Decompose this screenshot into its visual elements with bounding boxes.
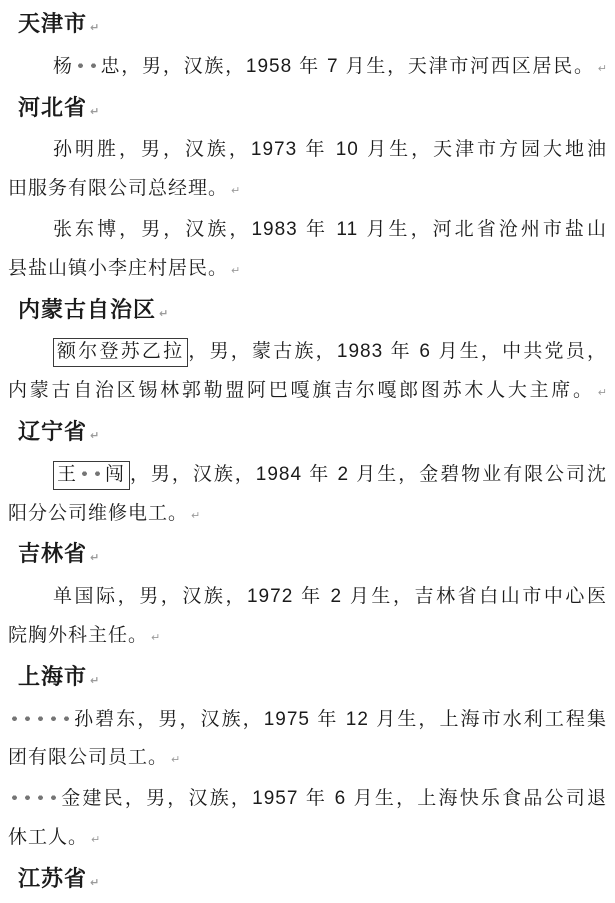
paragraph-text: 阳分公司维修电工。: [8, 502, 189, 524]
paragraph-mark-icon: ↵: [231, 263, 241, 277]
space-marks: [74, 56, 100, 77]
space-mark-icon: [60, 711, 73, 725]
paragraph-mark-icon: ↵: [171, 753, 181, 767]
space-mark-icon: [34, 711, 47, 725]
province-heading[interactable]: [18, 535, 607, 578]
space-mark-icon: [87, 58, 100, 72]
heading-text: 吉林省: [18, 541, 88, 567]
paragraph-line[interactable]: [8, 250, 607, 291]
paragraph-text: 王: [57, 463, 78, 485]
paragraph-line[interactable]: [8, 131, 607, 170]
paragraph-text: 杨: [53, 55, 74, 77]
paragraph-text: 单国际，男，汉族，1972 年 2 月生，吉林省白山市中心医: [53, 586, 607, 608]
heading-text: 河北省: [18, 94, 88, 120]
paragraph-text: 张东博，男，汉族，1983 年 11 月生，河北省沧州市盐山: [53, 218, 607, 240]
paragraph-text: 院胸外科主任。: [8, 624, 149, 646]
space-mark-icon: [8, 790, 21, 804]
paragraph-text: 内蒙古自治区锡林郭勒盟阿巴嘎旗吉尔嘎郎图苏木人大主席。: [8, 380, 595, 402]
boxed-name: [53, 461, 130, 490]
province-heading[interactable]: [18, 291, 607, 334]
paragraph-mark-icon: ↵: [159, 306, 169, 320]
paragraph-text: 额尔登苏乙拉: [57, 341, 185, 363]
paragraph-text: 田服务有限公司总经理。: [8, 178, 229, 200]
paragraph-text: 休工人。: [8, 826, 89, 848]
space-marks: [8, 788, 60, 809]
space-marks: [8, 709, 73, 730]
province-heading[interactable]: [18, 89, 607, 132]
paragraph-text: 闯: [103, 463, 126, 485]
paragraph-mark-icon: ↵: [597, 386, 607, 400]
province-heading[interactable]: [18, 5, 607, 48]
paragraph-text: 忠，男，汉族，1958 年 7 月生，天津市河西区居民。: [99, 55, 595, 77]
paragraph-line[interactable]: [8, 701, 607, 740]
space-mark-icon: [34, 790, 47, 804]
space-mark-icon: [74, 58, 87, 72]
paragraph-mark-icon: ↵: [90, 428, 100, 442]
space-mark-icon: [47, 711, 60, 725]
paragraph-mark-icon: ↵: [91, 832, 101, 846]
heading-text: 上海市: [18, 663, 88, 689]
space-mark-icon: [21, 711, 34, 725]
heading-text: 江苏省: [18, 865, 88, 891]
paragraph-line[interactable]: [8, 578, 607, 617]
paragraph-line[interactable]: [8, 333, 607, 372]
space-mark-icon: [8, 711, 21, 725]
paragraph-line[interactable]: [8, 495, 607, 536]
paragraph-text: ，男，蒙古族，1983 年 6 月生，中共党员，: [188, 341, 608, 363]
paragraph-text: 县盐山镇小李庄村居民。: [8, 257, 229, 279]
space-mark-icon: [21, 790, 34, 804]
paragraph-mark-icon: ↵: [597, 61, 607, 75]
province-heading[interactable]: [18, 413, 607, 456]
paragraph-mark-icon: ↵: [90, 875, 100, 889]
boxed-name: [53, 338, 188, 367]
heading-text: 内蒙古自治区: [18, 296, 157, 322]
paragraph-mark-icon: ↵: [151, 630, 161, 644]
paragraph-mark-icon: ↵: [90, 21, 100, 34]
space-mark-icon: [91, 466, 104, 480]
paragraph-mark-icon: ↵: [231, 184, 241, 198]
province-heading[interactable]: [18, 658, 607, 701]
paragraph-line[interactable]: [8, 739, 607, 780]
paragraph-line[interactable]: [8, 372, 607, 413]
paragraph-line[interactable]: [8, 170, 607, 211]
paragraph-line[interactable]: [8, 780, 607, 819]
paragraph-line[interactable]: [8, 617, 607, 658]
space-mark-icon: [47, 790, 60, 804]
space-mark-icon: [78, 466, 91, 480]
space-marks: [78, 464, 104, 485]
paragraph-line[interactable]: [8, 48, 607, 89]
paragraph-mark-icon: ↵: [90, 673, 100, 687]
paragraph-text: 孙碧东，男，汉族，1975 年 12 月生，上海市水利工程集: [73, 708, 607, 730]
paragraph-line[interactable]: [8, 211, 607, 250]
paragraph-text: 孙明胜，男，汉族，1973 年 10 月生，天津市方园大地油: [53, 139, 607, 161]
paragraph-mark-icon: ↵: [90, 551, 100, 565]
paragraph-text: ，男，汉族，1984 年 2 月生，金碧物业有限公司沈: [129, 463, 607, 485]
paragraph-text: 团有限公司员工。: [8, 747, 169, 769]
heading-text: 天津市: [18, 11, 88, 36]
paragraph-line[interactable]: [8, 456, 607, 495]
paragraph-text: 金建民，男，汉族，1957 年 6 月生，上海快乐食品公司退: [60, 788, 607, 810]
paragraph-line[interactable]: [8, 819, 607, 860]
paragraph-mark-icon: ↵: [191, 508, 201, 522]
heading-text: 辽宁省: [18, 418, 88, 444]
paragraph-mark-icon: ↵: [90, 104, 100, 118]
province-heading[interactable]: [18, 860, 607, 903]
